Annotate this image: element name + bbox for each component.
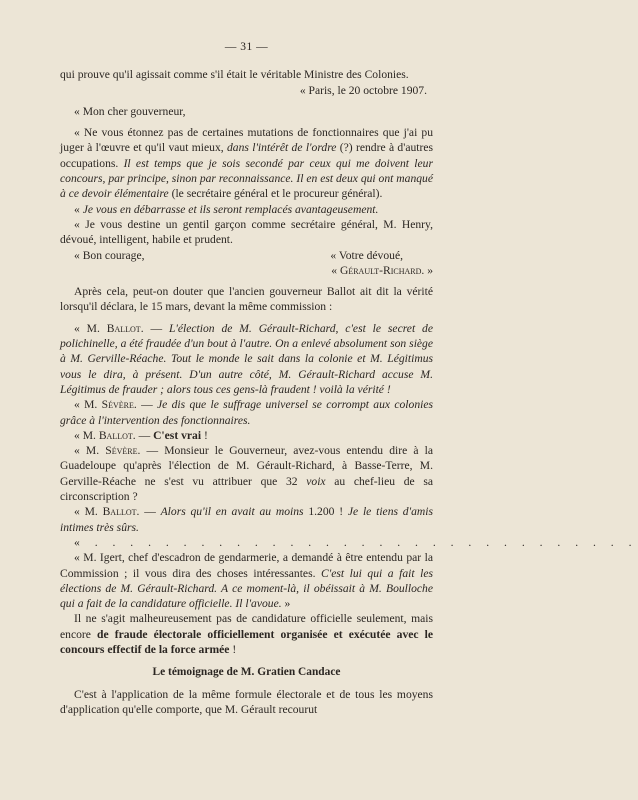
- text-span: . — Monsieur le Gouverneur, avez-vous entendu dire à la Guadeloupe qu'après l'élection de M. Gérault-Richard, à Basse-Terre, M. Gerville-Réache ne s'est vu attribuer que 32: [60, 444, 433, 488]
- speaker-name: Ballot: [98, 428, 133, 442]
- text-span: . —: [133, 398, 157, 412]
- italic-span: Alors qu'il en avait au moins: [160, 505, 304, 519]
- testimony-ballot-2: [60, 428, 433, 443]
- text-span: (?) rendre à d'autres occupations.: [60, 141, 433, 170]
- letter-paragraph-1: [60, 125, 433, 201]
- text-span: »: [281, 597, 291, 611]
- testimony-ballot-1: [60, 321, 433, 397]
- section-heading: Le témoignage de M. Gratien Candace: [152, 666, 341, 679]
- testimony-ballot-3: [60, 504, 433, 535]
- paragraph-final: C'est à l'application de la même formule électorale et de tous les moyens d'application qu'elle comporte, que M. Gérault recourut: [60, 687, 433, 716]
- text-span: « M.: [74, 398, 102, 412]
- text-span: . —: [140, 321, 169, 335]
- text-span: . —: [136, 505, 161, 519]
- text-span: «: [74, 202, 83, 216]
- italic-span: Je dis que le suffrage universel se corrompt aux colonies grâce à l'intervention des fonctionnaires.: [60, 398, 433, 427]
- text-span: « M.: [74, 428, 99, 442]
- letter-signature: « Gérault-Richard. »: [331, 263, 433, 277]
- letter-salutation: « Mon cher gouverneur,: [74, 104, 186, 118]
- bold-span: C'est vrai: [153, 428, 202, 442]
- letter-paragraph-2: [60, 202, 433, 217]
- text-span: « M.: [74, 321, 107, 335]
- closing-right: « Votre dévoué,: [330, 248, 403, 262]
- paragraph-fraud: [60, 611, 433, 657]
- italic-span: Je vous en débarrasse et ils seront remplacés avantageusement.: [82, 202, 379, 216]
- text-span: « M.: [74, 505, 103, 519]
- text-span: . —: [132, 428, 154, 442]
- closing-left: « Bon courage,: [74, 248, 145, 262]
- italic-span: voix: [306, 474, 326, 488]
- italic-span: dans l'intérêt de l'ordre: [226, 141, 337, 155]
- speaker-name: Ballot: [102, 505, 137, 519]
- speaker-name: Ballot: [106, 321, 141, 335]
- page-number: — 31 —: [224, 41, 269, 53]
- testimony-severe-1: [60, 397, 433, 428]
- speaker-name: Sévère: [105, 444, 138, 458]
- testimony-igert: [60, 550, 433, 611]
- italic-span: C'est lui qui a fait les élections de M. Gérault-Richard. A ce moment-là, il obéissait à M. Boulloche qui a fait de la candidature officielle. Il l'avoue.: [60, 566, 434, 611]
- text-span: (le secrétaire général et le procureur général).: [168, 187, 383, 201]
- text-span: « Ne vous étonnez pas de certaines mutations de fonctionnaires que j'ai pu juger à l'œuvre et qu'il vaut mieux,: [60, 126, 433, 155]
- speaker-name: Sévère: [101, 398, 134, 412]
- text-span: !: [229, 642, 237, 656]
- paragraph-commission: Après cela, peut-on douter que l'ancien gouverneur Ballot ait dit la vérité lorsqu'il déclara, le 15 mars, devant la même commission :: [60, 285, 433, 314]
- text-span: au chef-lieu de sa circonscription ?: [60, 474, 433, 504]
- italic-span: Il est temps que je sois secondé par ceux qui me doivent leur concours, par principe, sinon par reconnaissance. Il en est deux qui ont manqué à ce devoir élémentaire: [60, 156, 433, 201]
- letter-paragraph-3: « Je vous destine un gentil garçon comme secrétaire général, M. Henry, dévoué, intelligent, habile et prudent.: [60, 217, 433, 247]
- text-span: « M. Igert, chef d'escadron de gendarmerie, a demandé à être entendu par la Commission ; il vous dira des choses intéressantes.: [60, 551, 433, 580]
- text-span: 1.200 !: [303, 505, 348, 519]
- italic-span: L'élection de M. Gérault-Richard, c'est le secret de polichinelle, a été fraudée d'un bout à l'autre. On a enlevé absolument son siège à M. Gerville-Réache. Tout le monde le sait dans la colonie et M. Légitimus vous le dira, à présent. D'un autre côté, M. Gérault-Richard accuse M. Légitimus de frauder ; alors tous ces gens-là fraudent ! voilà la vérité !: [60, 321, 433, 396]
- ellipsis-line: « . . . . . . . . . . . . . . . . . . . . . . . . . . . . . . .: [74, 535, 638, 549]
- bold-span: de fraude électorale officiellement organisée et exécutée avec le concours effectif de la force armée: [60, 627, 434, 656]
- text-span: !: [201, 428, 208, 442]
- letter-closing: [60, 248, 433, 263]
- paragraph-intro: qui prouve qu'il agissait comme s'il était le véritable Ministre des Colonies.: [60, 68, 409, 82]
- text-span: Il ne s'agit malheureusement pas de candidature officielle seulement, mais encore: [60, 612, 433, 641]
- testimony-severe-2: [60, 443, 433, 504]
- italic-span: Je le tiens d'amis intimes très sûrs.: [60, 505, 433, 534]
- text-span: « M.: [74, 444, 106, 458]
- letter-date: « Paris, le 20 octobre 1907.: [299, 83, 427, 97]
